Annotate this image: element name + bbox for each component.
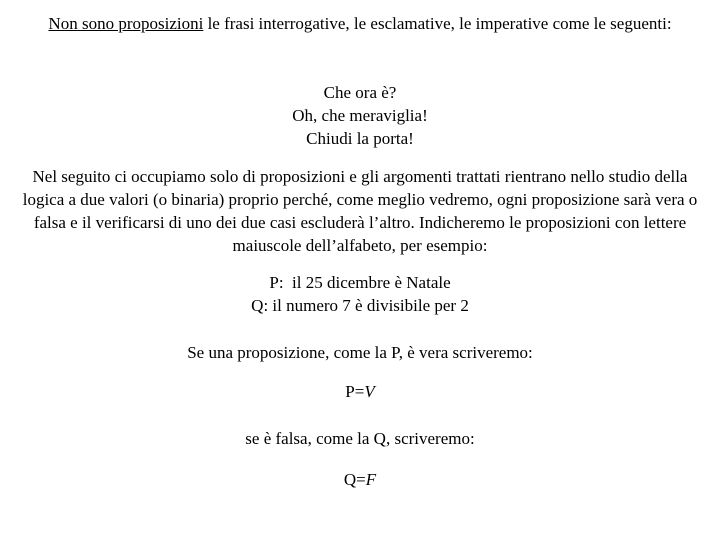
true-formula-lhs: P= <box>345 382 365 401</box>
intro-text <box>20 12 700 35</box>
proposition-q: Q: il numero 7 è divisibile per 2 <box>251 296 469 315</box>
example-imperative: Chiudi la porta! <box>306 129 414 148</box>
non-proposition-examples <box>20 81 700 150</box>
example-question: Che ora è? <box>323 83 397 102</box>
false-formula-lhs: Q= <box>343 470 366 489</box>
true-formula-value: V <box>364 382 375 401</box>
example-exclamation: Oh, che meraviglia! <box>292 106 428 125</box>
explanation-paragraph: Nel seguito ci occupiamo solo di proposizioni e gli argomenti trattati rientrano nello studio della logica a due valori (o binaria) proprio perché, come meglio vedremo, ogni proposizione sarà vera o falsa e il verificarsi di uno dei due casi escluderà l’altro. Indicheremo le proposizioni con lettere maiuscole dell’alfabeto, per esempio: <box>22 167 698 255</box>
intro-rest: le frasi interrogative, le esclamative, le imperative come le seguenti: <box>203 14 672 33</box>
false-formula <box>20 468 700 491</box>
true-case-intro: Se una proposizione, come la P, è vera scriveremo: <box>187 343 533 362</box>
false-case-intro: se è falsa, come la Q, scriveremo: <box>245 429 475 448</box>
proposition-examples <box>20 271 700 317</box>
false-formula-value: F <box>365 470 377 489</box>
intro-underlined: Non sono proposizioni <box>48 14 204 33</box>
true-formula <box>20 380 700 403</box>
proposition-p: P: il 25 dicembre è Natale <box>269 273 451 292</box>
